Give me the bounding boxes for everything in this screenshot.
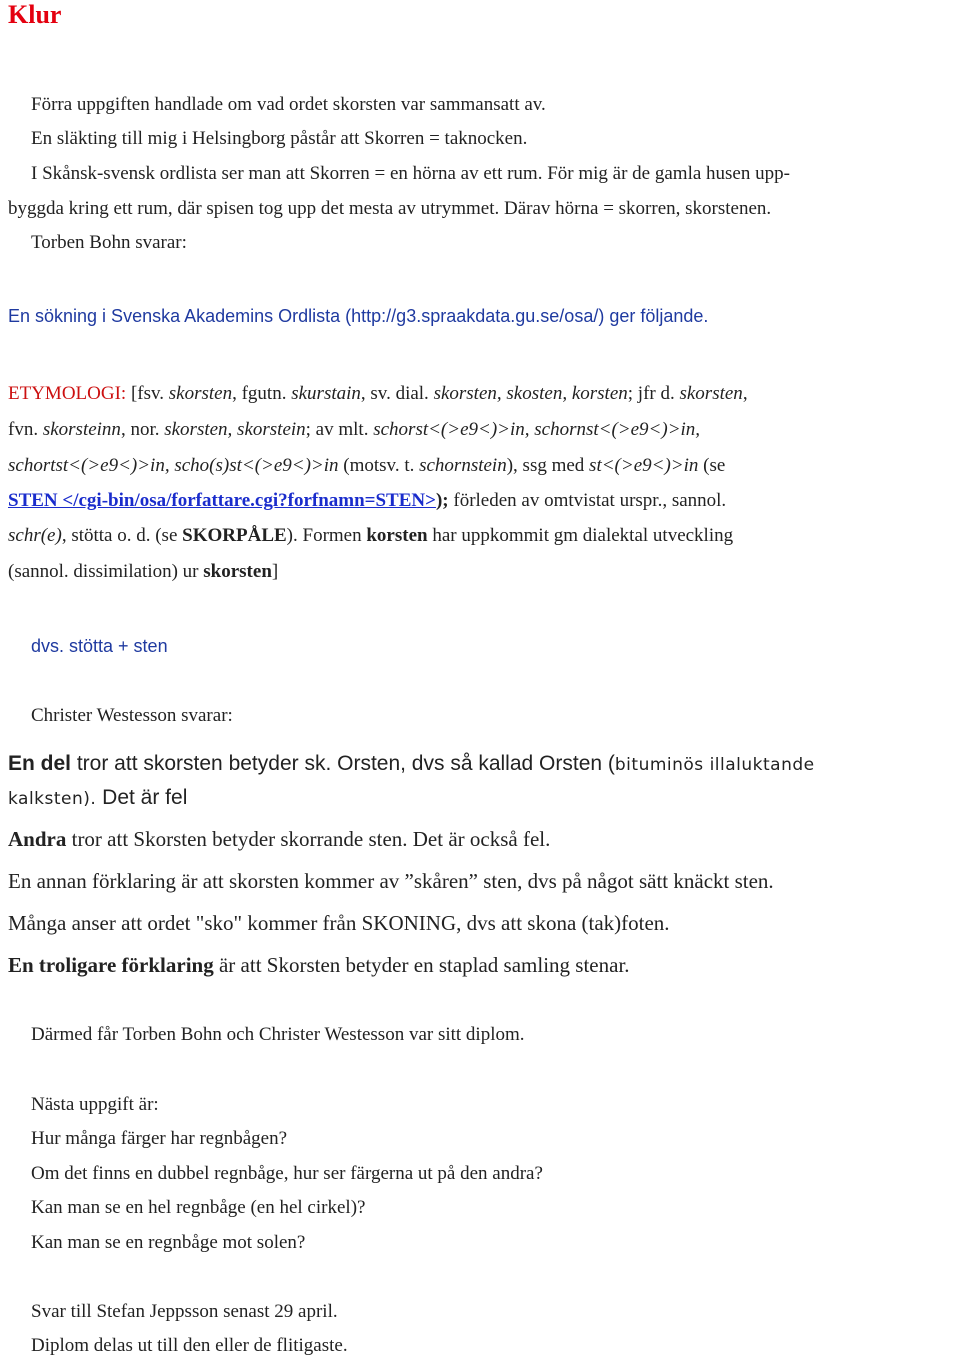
- andra-bold: Andra: [8, 827, 67, 851]
- etym-text: , fgutn.: [232, 383, 292, 404]
- etymology-line-5: [8, 525, 952, 547]
- intro-line-4: byggda kring ett rum, där spisen tog upp det mesta av utrymmet. Därav hörna = skorren, skorstenen.: [8, 198, 772, 219]
- endel-line-2: [8, 786, 952, 810]
- etym-text: ). Formen: [286, 525, 367, 546]
- svar-line-1: Svar till Stefan Jeppsson senast 29 april.: [31, 1301, 338, 1322]
- page-title: Klur: [8, 0, 62, 29]
- nasta-line-1: Nästa uppgift är:: [31, 1094, 159, 1115]
- etymology-line-6: [8, 561, 952, 583]
- troligare-text: är att Skorsten betyder en staplad samling stenar.: [213, 953, 630, 977]
- etym-ital: skorsten, skorstein: [164, 419, 306, 440]
- etym-text: (motsv. t.: [338, 455, 420, 476]
- intro-line-5: Torben Bohn svarar:: [31, 232, 187, 253]
- intro-line-3: I Skånsk-svensk ordlista ser man att Skorren = en hörna av ett rum. För mig är de gamla husen upp-: [31, 163, 790, 184]
- etym-text: ), ssg med: [506, 455, 590, 476]
- dvs-line: dvs. stötta + sten: [31, 636, 168, 656]
- andra-text: tror att Skorsten betyder skorrande sten. Det är också fel.: [66, 827, 551, 851]
- nasta-line-4: Kan man se en hel regnbåge (en hel cirkel)?: [31, 1197, 366, 1218]
- christer-line: Christer Westesson svarar:: [31, 705, 233, 726]
- etymology-line-1: [8, 383, 952, 405]
- etym-text: [fsv.: [126, 383, 169, 404]
- endel-text: Det är fel: [96, 786, 188, 809]
- manga-line: Många anser att ordet "sko" kommer från SKONING, dvs att skona (tak)foten.: [8, 911, 670, 935]
- etym-ital: schorst<(>e9<)>in, schornst<(>e9<)>in,: [373, 419, 701, 440]
- etym-text: har uppkommit gm dialektal utveckling: [427, 525, 734, 546]
- intro-line-2: En släkting till mig i Helsingborg påstår att Skorren = taknocken.: [31, 128, 528, 149]
- etym-text: förleden av omtvistat urspr., sannol.: [448, 490, 727, 511]
- etym-text: , nor.: [120, 419, 165, 440]
- endel-small: bituminös illaluktande: [614, 755, 815, 775]
- nasta-line-2: Hur många färger har regnbågen?: [31, 1128, 288, 1149]
- etymology-line-4: [8, 490, 952, 512]
- etym-ital: st<(>e9<)>in: [589, 455, 699, 476]
- darmed-line: Därmed får Torben Bohn och Christer Westesson var sitt diplom.: [31, 1024, 525, 1045]
- troligare-line: [8, 953, 952, 978]
- etym-text: , stötta o. d. (se: [61, 525, 183, 546]
- search-line: En sökning i Svenska Akademins Ordlista (http://g3.spraakdata.gu.se/osa/) ger följande.: [8, 306, 709, 326]
- etymology-line-3: [8, 455, 952, 477]
- etym-text: ]: [271, 561, 279, 582]
- etym-text: (sannol. dissimilation) ur: [8, 561, 204, 582]
- sten-link[interactable]: STEN </cgi-bin/osa/forfattare.cgi?forfnamn=STEN>: [8, 490, 436, 511]
- endel-text: tror att skorsten betyder sk. Orsten, dvs så kallad Orsten (: [71, 752, 615, 775]
- troligare-bold: En troligare förklaring: [8, 953, 214, 977]
- etym-bold: SKORPÅLE: [182, 525, 287, 546]
- nasta-line-3: Om det finns en dubbel regnbåge, hur ser färgerna ut på den andra?: [31, 1163, 543, 1184]
- etymology-line-2: [8, 419, 952, 441]
- etym-text: ,: [742, 383, 748, 404]
- intro-line-1: Förra uppgiften handlade om vad ordet skorsten var sammansatt av.: [31, 94, 546, 115]
- etym-bold: skorsten: [203, 561, 272, 582]
- annan-line: En annan förklaring är att skorsten kommer av ”skåren” sten, dvs på något sätt knäckt sten.: [8, 869, 774, 893]
- etym-text: , sv. dial.: [360, 383, 434, 404]
- etym-text: ; jfr d.: [627, 383, 680, 404]
- endel-small: kalksten).: [8, 789, 97, 809]
- etym-ital: skorsten, skosten, korsten: [433, 383, 628, 404]
- etym-text: fvn.: [8, 419, 43, 440]
- etym-text: ; av mlt.: [305, 419, 374, 440]
- etym-ital: schortst<(>e9<)>in, scho(s)st<(>e9<)>in: [8, 455, 339, 476]
- etym-bold: );: [435, 490, 449, 511]
- etym-bold: korsten: [366, 525, 428, 546]
- etym-ital: skurstain: [291, 383, 361, 404]
- andra-line: [8, 827, 952, 852]
- etym-text: (se: [698, 455, 726, 476]
- etym-ital: schr(e): [8, 525, 62, 546]
- etym-ital: skorsten: [679, 383, 743, 404]
- etym-ital: skorsten: [168, 383, 233, 404]
- svar-line-2: Diplom delas ut till den eller de flitigaste.: [31, 1335, 348, 1356]
- etym-ital: skorsteinn: [42, 419, 121, 440]
- etym-ital: schornstein: [419, 455, 507, 476]
- etymology-label: ETYMOLOGI:: [8, 383, 127, 404]
- nasta-line-5: Kan man se en regnbåge mot solen?: [31, 1232, 306, 1253]
- endel-line-1: [8, 752, 952, 776]
- endel-bold: En del: [8, 752, 72, 775]
